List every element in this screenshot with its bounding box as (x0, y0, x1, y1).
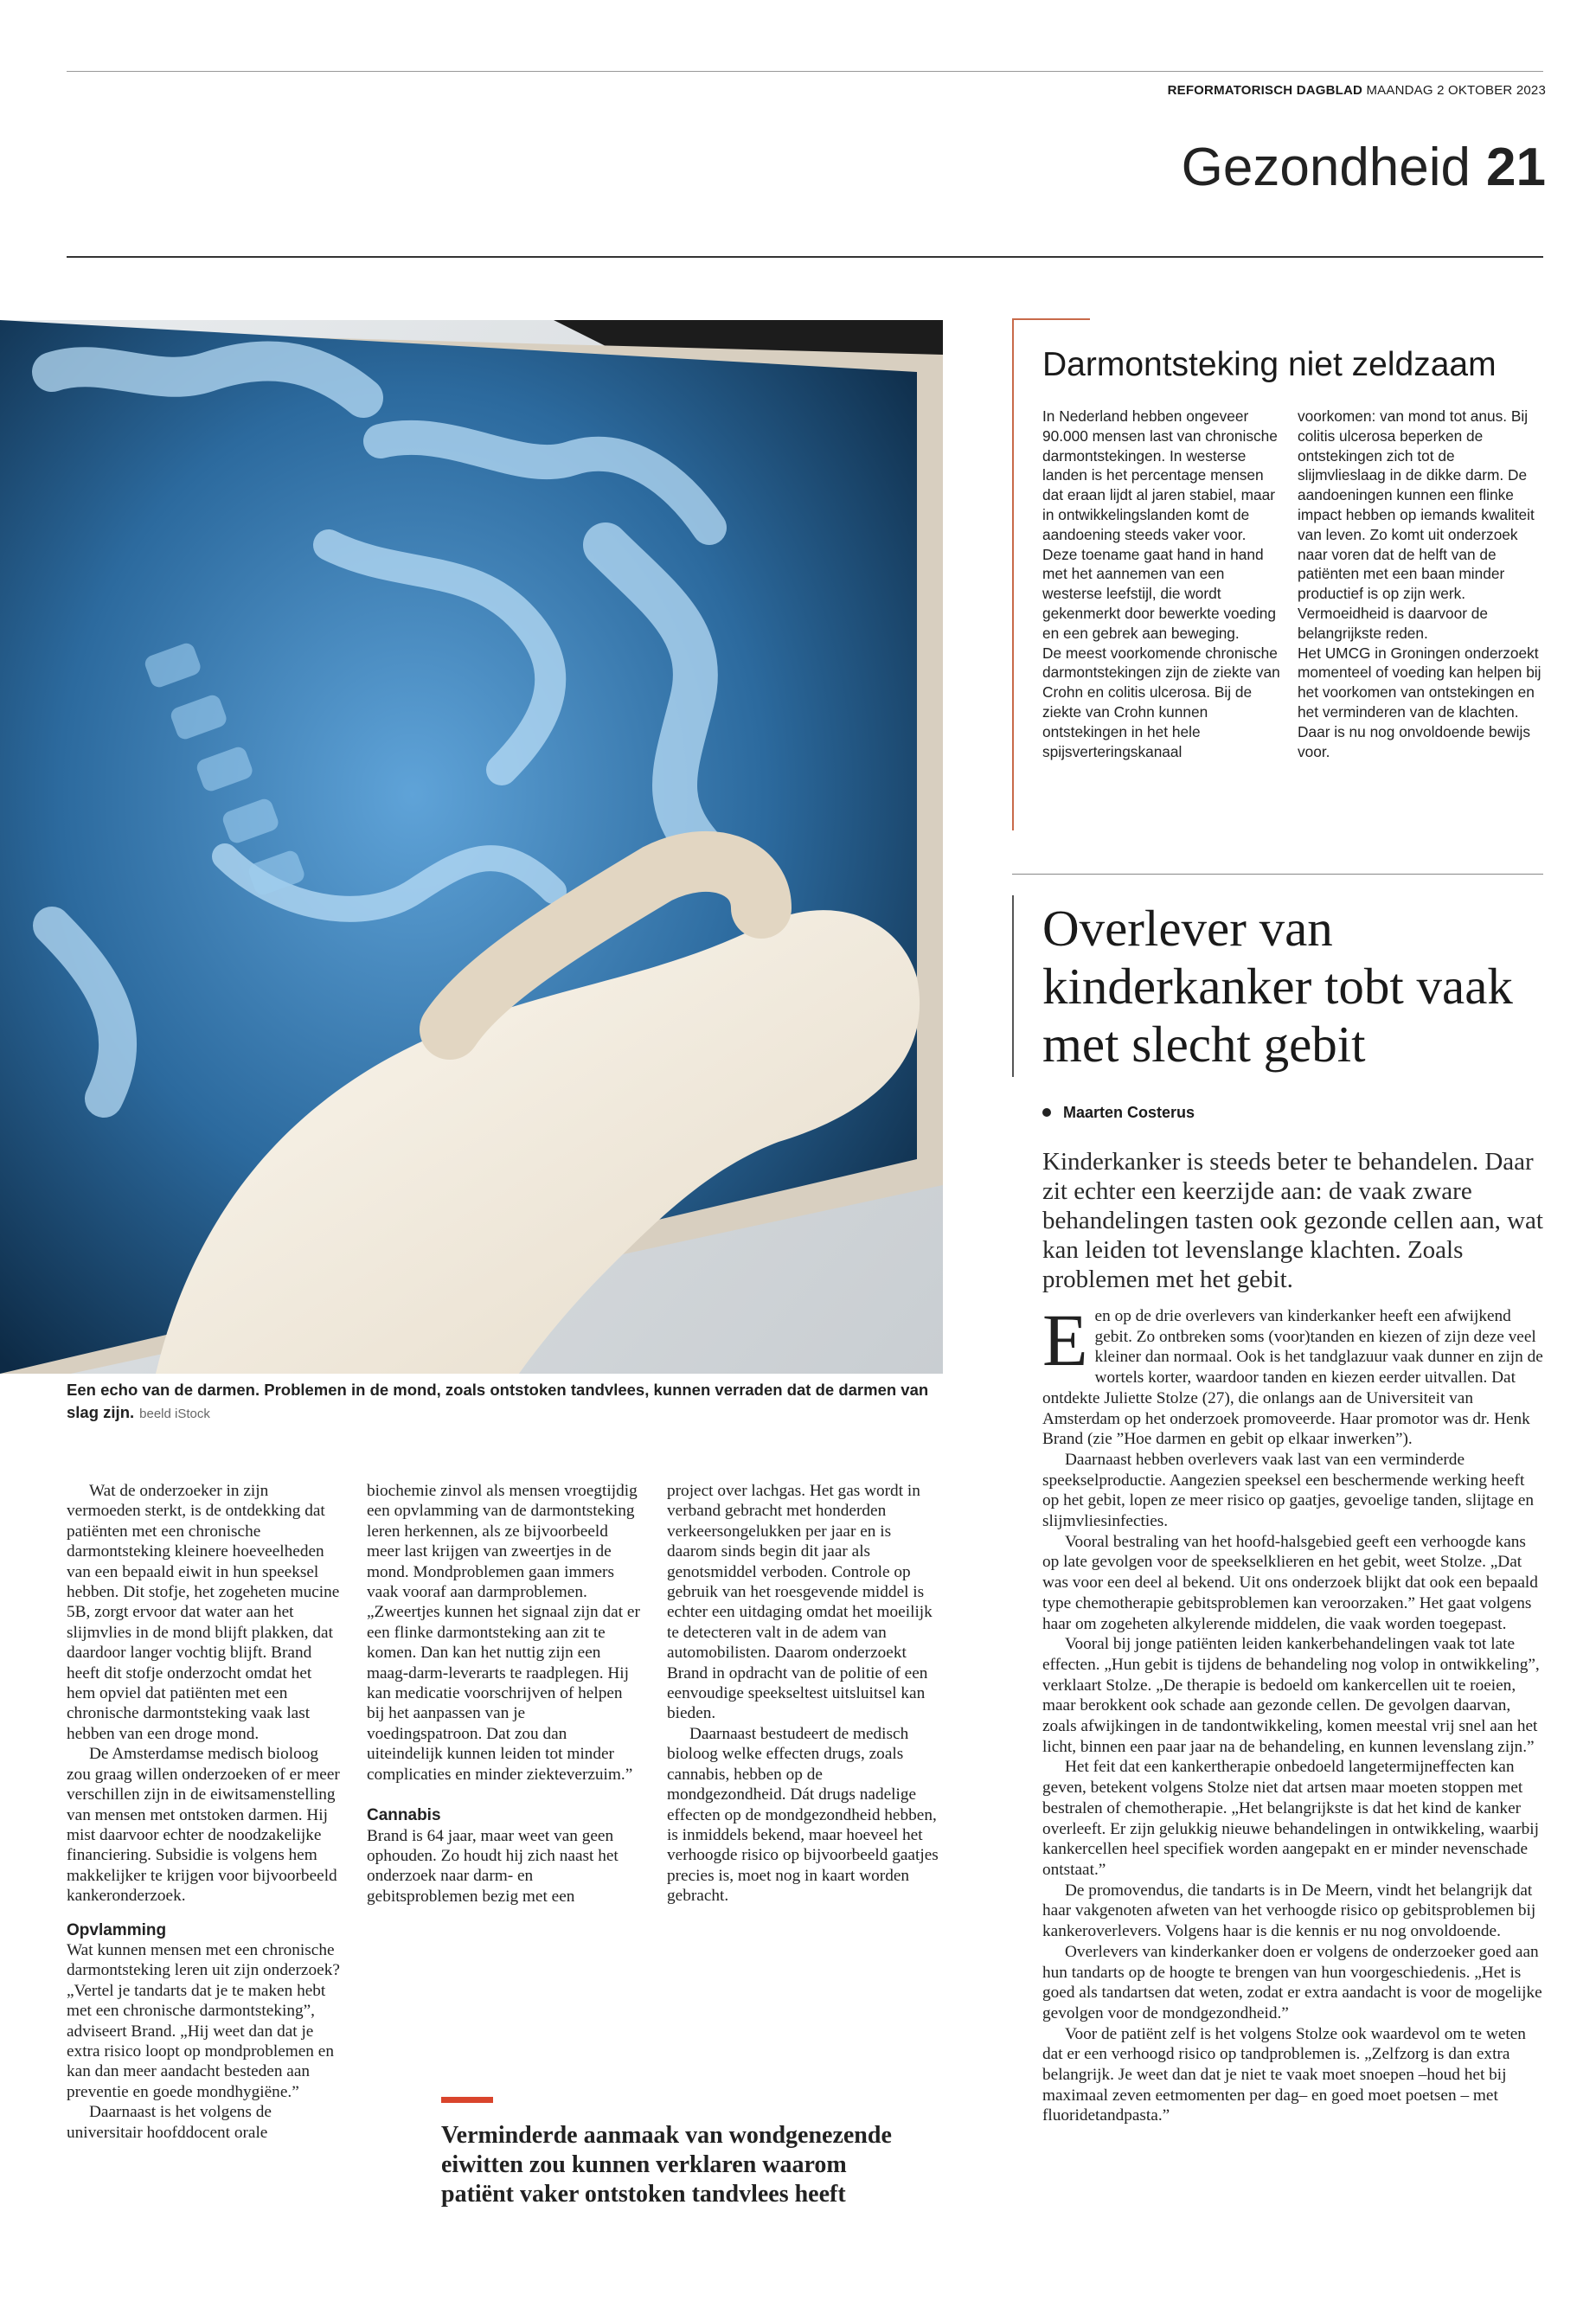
paragraph: Daarnaast hebben overlevers vaak last van een verminderde speekselproductie. Aangezien speeksel een beschermende werking heeft op het gebit, lopen ze meer risico op gaatjes, gevoelige tanden, slijtage en slijmvliesinfecties. (1042, 1450, 1535, 1531)
section-header (1182, 137, 1546, 198)
paragraph: Brand is 64 jaar, maar weet van geen ophouden. Zo houdt hij zich naast het onderzoek naar darm- en gebitsproblemen bezig met een (367, 1826, 619, 1906)
header-rule (67, 256, 1543, 258)
paragraph: Vooral bij jonge patiënten leiden kankerbehandelingen vaak tot late effecten. „Hun gebit is tijdens de behandeling nog volop in ontwikkeling”, verklaart Stolze. „De therapie is bedoeld om kankercellen uit te roeien, maar berokkent ook schade aan gezonde cellen. De gevolgen daarvan, zoals afwijkingen in de tandontwikkeling, komen meestal vrij snel aan het licht, binnen een paar jaar na de behandeling, en kunnen levenslang zijn.” (1042, 1635, 1540, 1756)
infobox-paragraph: In Nederland hebben ongeveer 90.000 mensen last van chronische darmontstekingen. In westerse landen is het percentage mensen dat eraan lijdt al jaren stabiel, maar in ontwikkelingslanden komt de aandoening steeds vaker voor. Deze toename gaat hand in hand met het aannemen van een westerse leefstijl, die wordt gekenmerkt door bewerkte voeding en een gebrek aan beweging. (1042, 407, 1278, 642)
xray-photo (0, 320, 943, 1374)
masthead (1168, 83, 1546, 98)
article-body (1042, 1298, 1544, 2126)
subheading-opvlamming: Opvlamming (67, 1920, 167, 1939)
infobox-column-1 (1042, 407, 1280, 761)
first-paragraph (1042, 1298, 1544, 1450)
article-column-3 (667, 1481, 944, 1907)
paragraph: Vooral bestraling van het hoofd-halsgebied geeft een verhoogde kans op late gevolgen voor de speekselklieren en het gebit, weet Stolze. „Dat was voor een deel al bekend. Uit ons onderzoek blijkt dat ook een bepaald type chemotherapie gebitsproblemen kan veroorzaken.” Het gaat volgens haar om zogeheten alkylerende middelen, die vaak worden toegepast. (1042, 1532, 1538, 1633)
bullet-icon (1042, 1108, 1051, 1117)
infobox-bottom-rule (1012, 874, 1543, 875)
paragraph: biochemie zinvol als mensen vroegtijdig een opvlamming van de darmontsteking leren herkennen, als ze bijvoorbeeld meer last krijgen van zweertjes in de mond. Mondproblemen gaan immers vaak vooraf aan darmproblemen. „Zweertjes kunnen het signaal zijn dat er een flinke darmontsteking aan zit te komen. Dan kan het nuttig zijn een maag-darm-leverarts te raadplegen. Hij kan medicatie voorschrijven of helpen bij het aanpassen van je voedingspatroon. Dat zou dan uiteindelijk kunnen leiden tot minder complicaties en minder ziekteverzuim.” (367, 1482, 640, 1784)
infobox-title: Darmontsteking niet zeldzaam (1042, 346, 1497, 383)
top-rule (67, 71, 1543, 72)
paragraph: Overlevers van kinderkanker doen er volgens de onderzoeker goed aan hun tandarts op de hoogte te brengen van hun voorgeschiedenis. „Het is goed als tandartsen dat weten, zodat er extra aandacht is voor de mogelijke gevolgen voor de mondgezondheid.” (1042, 1942, 1542, 2022)
paragraph: Wat de onderzoeker in zijn vermoeden sterkt, is de ontdekking dat patiënten met een chronische darmontsteking kleinere hoeveelheden van een bepaald eiwit in hun speeksel hebben. Dit stofje, het zogeheten mucine 5B, zorgt ervoor dat water aan het slijmvlies in de mond blijft plakken, dat daardoor langer vochtig blijft. Brand heeft dit stofje onderzocht omdat het hem opviel dat patiënten met een chronische darmontsteking vaak last hebben van een droge mond. (67, 1482, 340, 1743)
paragraph: De Amsterdamse medisch bioloog zou graag willen onderzoeken of er meer verschillen zijn in de eiwitsamenstelling van mensen met ontstoken darmen. Hij mist daarvoor echter de noodzakelijke financiering. Subsidie is volgens hem makkelijker te krijgen voor bijvoorbeeld kankeronderzoek. (67, 1745, 340, 1906)
first-paragraph-text: en op de drie overlevers van kinderkanker heeft een afwijkend gebit. Zo ontbreken soms (voor)tanden en kiezen of zijn deze veel kleiner dan normaal. Ook is het tandglazuur vaak dunner en zijn de wortels korter, waardoor tanden en kiezen eerder uitvallen. Dat ontdekte Juliette Stolze (27), die onlangs aan de Universiteit van Amsterdam op het onderzoek promoveerde. Haar promotor was dr. Henk Brand (zie ”Hoe darmen en gebit op elkaar inwerken”). (1042, 1307, 1543, 1449)
photo-caption (67, 1379, 940, 1426)
section-title: Gezondheid (1181, 138, 1471, 197)
photo-credit: beeld iStock (139, 1407, 210, 1421)
publication-name: REFORMATORISCH DAGBLAD (1167, 83, 1363, 98)
infobox-paragraph: Het UMCG in Groningen onderzoekt momenteel of voeding kan helpen bij het voorkomen van ontstekingen en het verminderen van de klachten. Daar is nu nog onvoldoende bewijs voor. (1298, 644, 1542, 760)
xray-illustration (0, 320, 943, 1374)
subheading-cannabis: Cannabis (367, 1806, 441, 1825)
article-intro: Kinderkanker is steeds beter te behandelen. Daar zit echter een keerzijde aan: de vaak zware behandelingen tasten ook gezonde cellen aan, wat kan leiden tot levenslange klachten. Zoals problemen met het gebit. (1042, 1148, 1543, 1293)
dropcap: E (1042, 1298, 1088, 1381)
paragraph: Daarnaast bestudeert de medisch bioloog welke effecten drugs, zoals cannabis, hebben op de mondgezondheid. Dát drugs nadelige effecten op de mondgezondheid hebben, is inmiddels bekend, maar hoeveel het verhoogde risico op bijvoorbeeld gaatjes precies is, moet nog in kaart worden gebracht. (667, 1724, 939, 1906)
caption-text: Een echo van de darmen. Problemen in de mond, zoals ontstoken tandvlees, kunnen verraden dat de darmen van slag zijn. (67, 1381, 929, 1421)
page-number: 21 (1486, 138, 1546, 197)
article-headline: Overlever van kinderkanker tobt vaak met slecht gebit (1042, 900, 1513, 1073)
author-name: Maarten Costerus (1063, 1104, 1195, 1121)
paragraph: Het feit dat een kankertherapie onbedoeld langetermijneffecten kan geven, betekent volgens Stolze niet dat artsen maar moeten stoppen met bestralen of chemotherapie. „Het belangrijkste is dat het kind de kanker overleeft. Er zijn gelukkig nieuwe behandelingen in ontwikkeling, waarbij kankercellen heel specifiek worden aangepakt en er minder nevenschade ontstaat.” (1042, 1758, 1539, 1879)
pullquote: Verminderde aanmaak van wondgenezende eiwitten zou kunnen verklaren waarom patiënt vaker ontstoken tandvlees heeft (441, 2122, 892, 2208)
paragraph: Daarnaast is het volgens de universitair hoofddocent orale (67, 2103, 272, 2142)
publication-date: MAANDAG 2 OKTOBER 2023 (1366, 83, 1546, 98)
infobox-paragraph: voorkomen: van mond tot anus. Bij colitis ulcerosa beperken de ontstekingen zich tot de slijmvlieslaag in de dikke darm. De aandoeningen kunnen een flinke impact hebben op iemands kwaliteit van leven. Zo komt uit onderzoek naar voren dat de helft van de patiënten met een baan minder productief is op zijn werk. Vermoeidheid is daarvoor de belangrijkste reden. (1298, 407, 1535, 642)
infobox-paragraph: De meest voorkomende chronische darmontstekingen zijn de ziekte van Crohn en colitis ulcerosa. Bij de ziekte van Crohn kunnen ontstekingen in het hele spijsverteringskanaal (1042, 644, 1280, 760)
infobox-top-accent (1012, 318, 1090, 320)
infobox-column-2 (1298, 407, 1544, 761)
headline-accent-bar (1012, 895, 1014, 1077)
article-column-2 (367, 1481, 644, 1907)
pullquote-accent-bar (441, 2097, 493, 2103)
article-column-1 (67, 1481, 343, 2143)
paragraph: Wat kunnen mensen met een chronische darmontsteking leren uit zijn onderzoek? „Vertel je tandarts dat je te maken hebt met een chronische darmontsteking”, adviseert Brand. „Hij weet dan dat je extra risico loopt op mondproblemen en kan dan meer aandacht besteden aan preventie en goede mondhygiëne.” (67, 1940, 340, 2101)
byline (1042, 1104, 1195, 1122)
paragraph: project over lachgas. Het gas wordt in verband gebracht met honderden verkeersongelukken per jaar en is daarom sinds begin dit jaar als genotsmiddel verboden. Controle op gebruik van het roesgevende middel is echter een uitdaging omdat het moeilijk te detecteren valt in de adem van automobilisten. Daarom onderzoekt Brand in opdracht van de politie of een eenvoudige speekseltest uitsluitsel kan bieden. (667, 1482, 933, 1723)
paragraph: De promovendus, die tandarts is in De Meern, vindt het belangrijk dat haar vakgenoten afweten van het verhoogde risico op gebitsproblemen bij kankeroverlevers. Volgens haar is die kennis er nu nog onvoldoende. (1042, 1881, 1536, 1941)
paragraph: Voor de patiënt zelf is het volgens Stolze ook waardevol om te weten dat er een verhoogd risico op tandproblemen is. „Zelfzorg is dan extra belangrijk. Je weet dan dat je niet te vaak moet snoepen –houd het bij maximaal zeven eetmomenten per dag– en goed moet poetsen – met fluoridetandpasta.” (1042, 2024, 1526, 2125)
